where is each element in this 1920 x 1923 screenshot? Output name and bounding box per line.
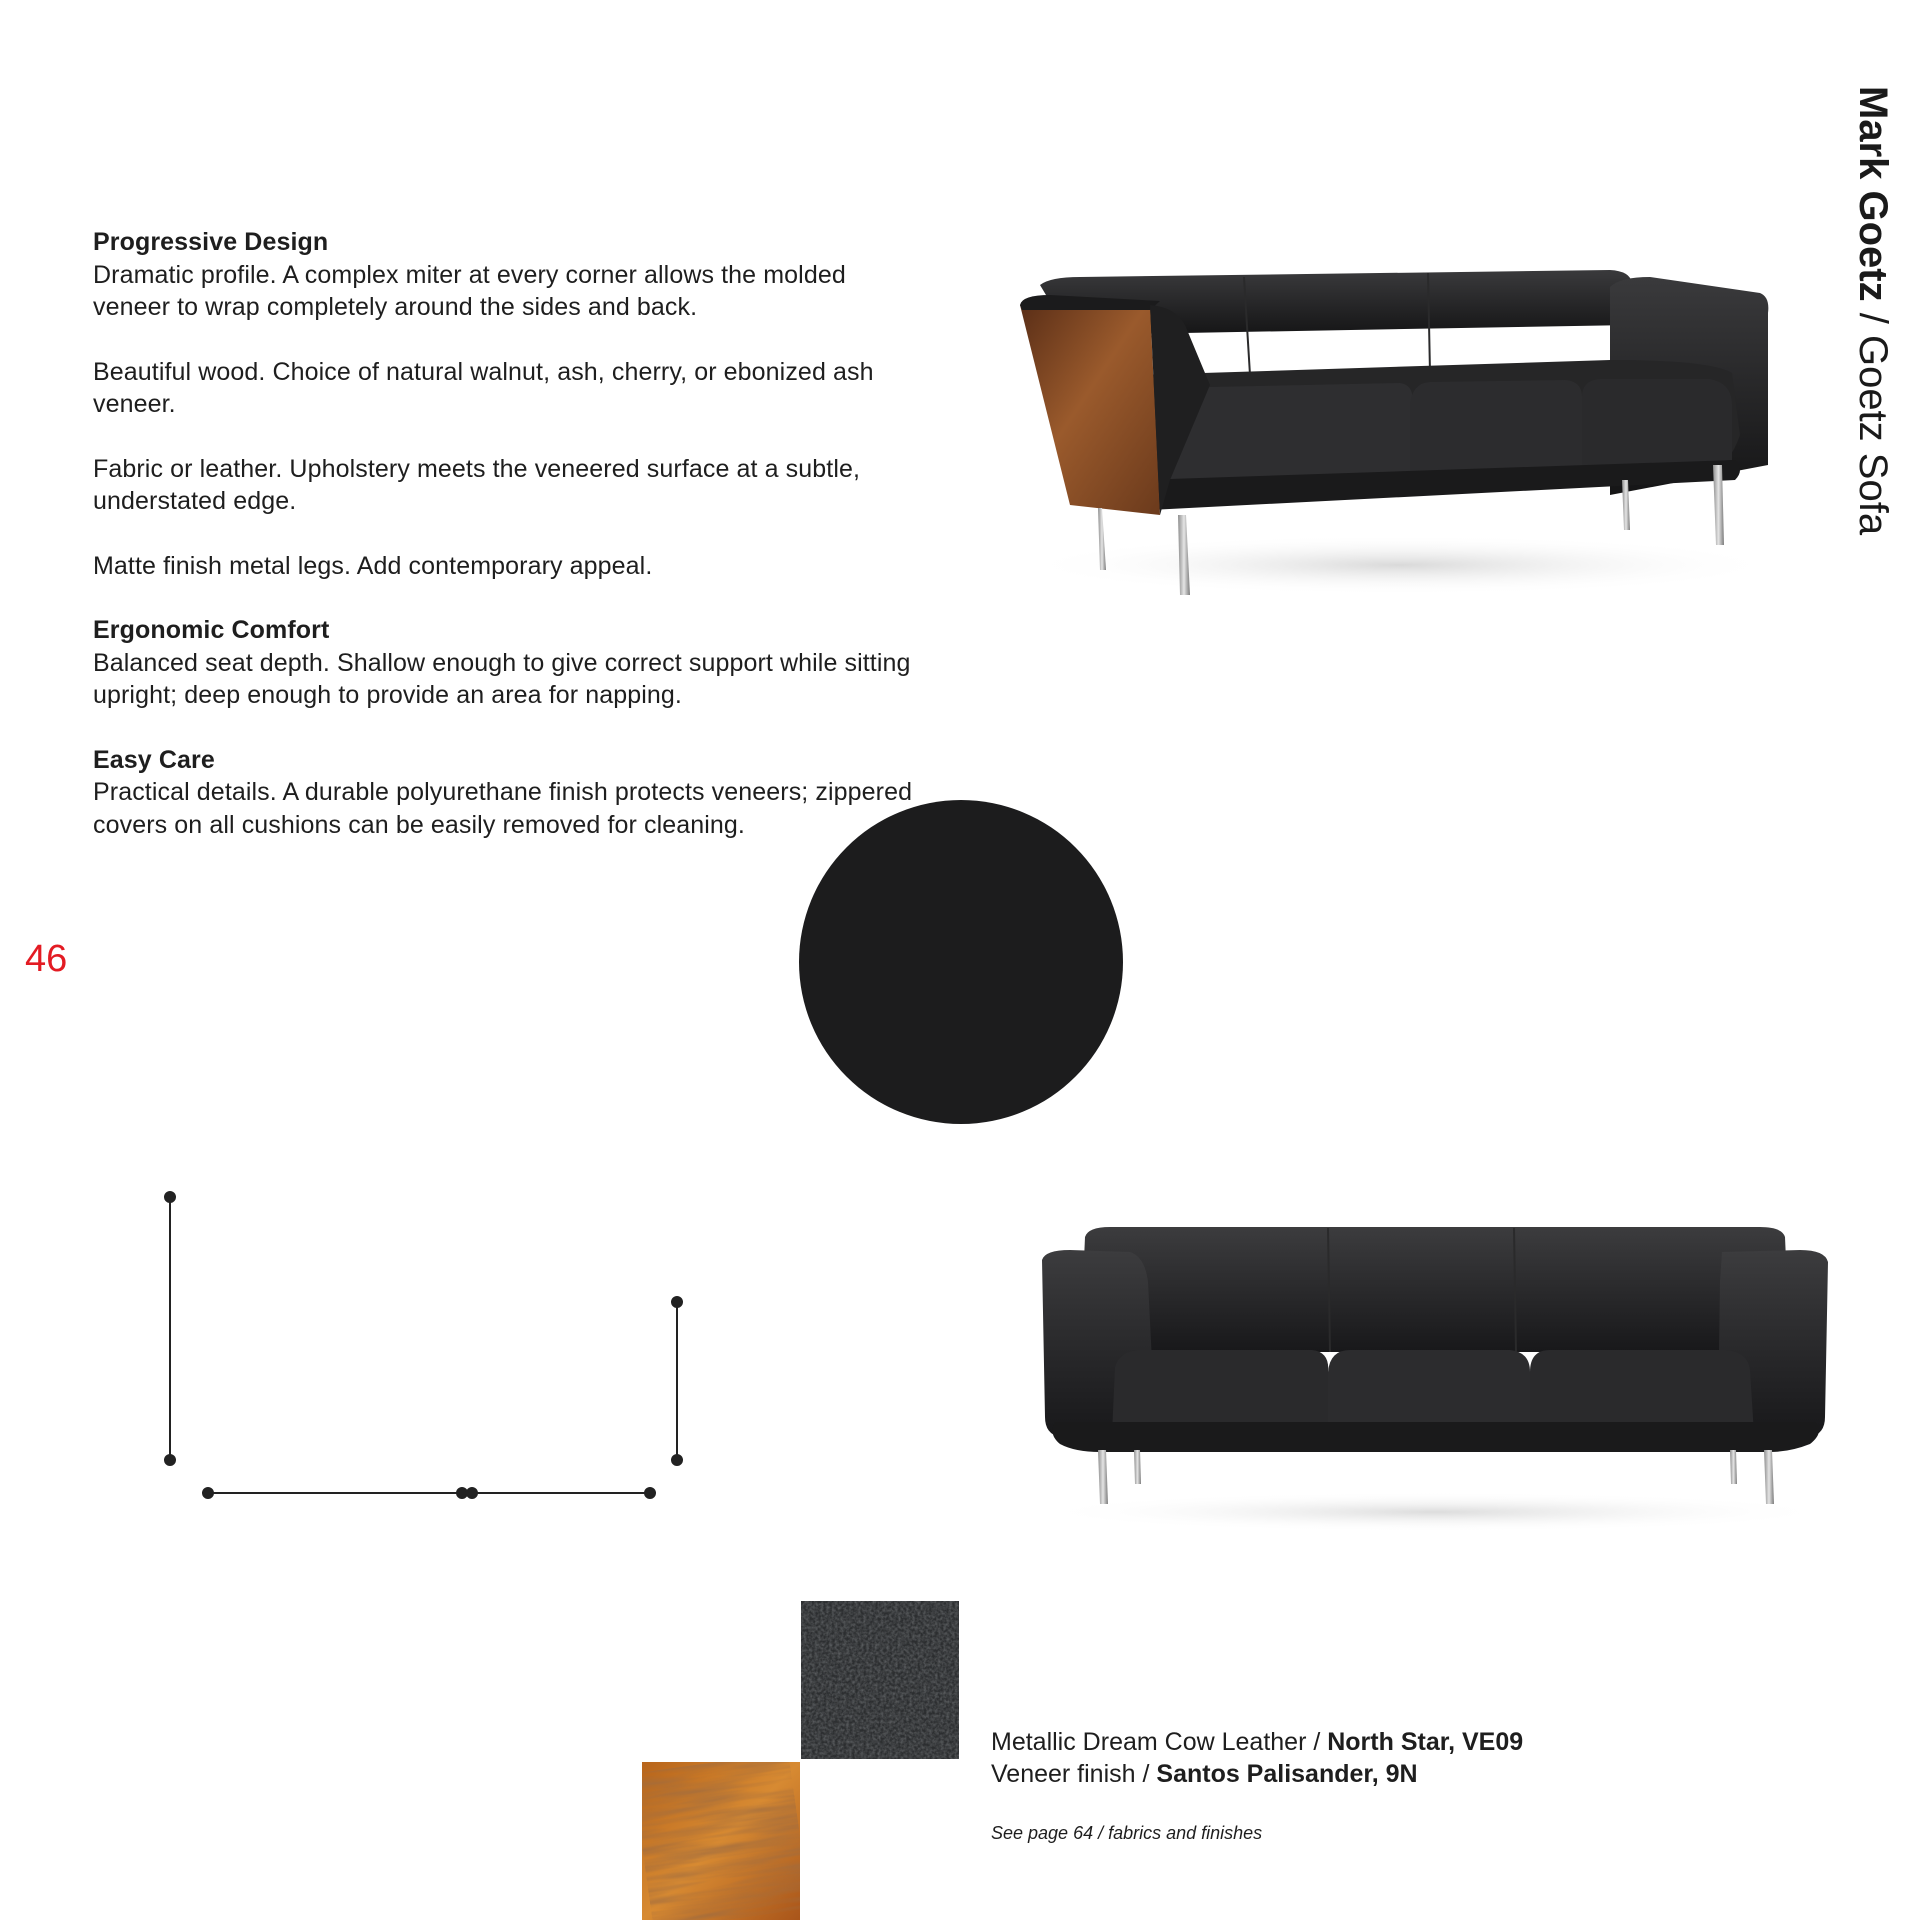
copy-text: Practical details. A durable polyurethane finish protects veneers; zippered covers on all cushions can be easily removed for cleaning. — [93, 778, 913, 839]
copy-block-4 — [93, 550, 913, 583]
copy-heading: Easy Care — [93, 745, 215, 774]
copy-block-1 — [93, 226, 913, 324]
feature-copy — [93, 226, 913, 873]
title-separator: / — [1851, 301, 1895, 335]
leather-label: Metallic Dream Cow Leather / — [991, 1728, 1328, 1756]
product-name: Goetz Sofa — [1851, 334, 1895, 536]
wood-veneer-swatch — [642, 1762, 800, 1920]
copy-text: Fabric or leather. Upholstery meets the veneered surface at a subtle, understated edge. — [93, 454, 861, 515]
veneer-value: Santos Palisander, 9N — [1156, 1760, 1418, 1788]
copy-text: Balanced seat depth. Shallow enough to give correct support while sitting upright; deep enough to provide an area for napping. — [93, 648, 911, 709]
leather-finish-row — [991, 1726, 1523, 1758]
dimension-diagram — [150, 1180, 690, 1520]
page-number: 46 — [25, 938, 68, 980]
copy-heading: Progressive Design — [93, 228, 329, 256]
color-circle — [799, 800, 1123, 1124]
page-title — [1853, 86, 1893, 535]
designer-name: Mark Goetz — [1851, 86, 1895, 302]
copy-text: Matte finish metal legs. Add contemporary appeal. — [93, 551, 653, 580]
copy-block-3 — [93, 453, 913, 518]
copy-block-2 — [93, 356, 913, 421]
sofa-angle-image — [1010, 265, 1790, 605]
veneer-label: Veneer finish / — [991, 1760, 1157, 1788]
copy-block-6 — [93, 744, 913, 842]
finish-details — [991, 1726, 1523, 1790]
copy-text: Beautiful wood. Choice of natural walnut, ash, cherry, or ebonized ash veneer. — [93, 357, 874, 418]
leather-value: North Star, VE09 — [1327, 1728, 1524, 1756]
copy-block-5 — [93, 614, 913, 712]
leather-swatch — [801, 1601, 959, 1759]
veneer-finish-row — [991, 1758, 1523, 1790]
finishes-reference-note: See page 64 / fabrics and finishes — [991, 1823, 1263, 1843]
copy-text: Dramatic profile. A complex miter at every corner allows the molded veneer to wrap completely around the sides and back. — [93, 260, 846, 321]
sofa-front-image — [1030, 1222, 1840, 1532]
copy-heading: Ergonomic Comfort — [93, 616, 330, 644]
